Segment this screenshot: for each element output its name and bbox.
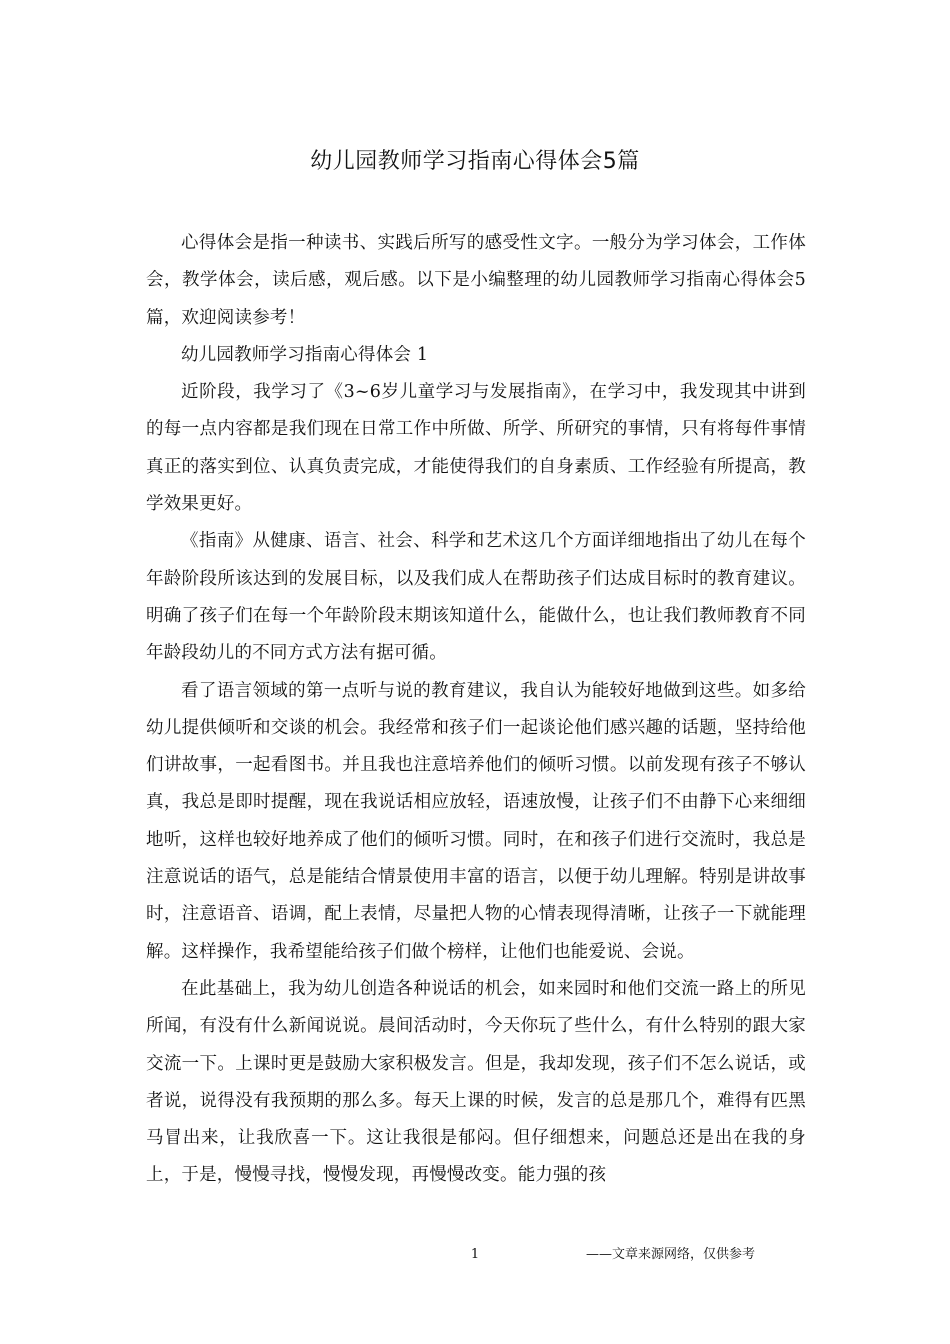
body-paragraph: 看了语言领域的第一点听与说的教育建议，我自认为能较好地做到这些。如多给幼儿提供倾听和交谈的机会。我经常和孩子们一起谈论他们感兴趣的话题，坚持给他们讲故事，一起看图书。并且我也注意培养他们的倾听习惯。以前发现有孩子不够认真，我总是即时提醒，现在我说话相应放轻，语速放慢，让孩子们不由静下心来细细地听，这样也较好地养成了他们的倾听习惯。同时，在和孩子们进行交流时，我总是注意说话的语气，总是能结合情景使用丰富的语言，以便于幼儿理解。特别是讲故事时，注意语音、语调，配上表情，尽量把人物的心情表现得清晰，让孩子一下就能理解。这样操作，我希望能给孩子们做个榜样，让他们也能爱说、会说。	[146, 680, 806, 962]
document-body	[146, 225, 806, 1195]
body-paragraph: 近阶段，我学习了《3~6岁儿童学习与发展指南》，在学习中，我发现其中讲到的每一点内容都是我们现在日常工作中所做、所学、所研究的事情，只有将每件事情真正的落实到位、认真负责完成，才能使得我们的自身素质、工作经验有所提高，教学效果更好。	[146, 382, 806, 515]
page-number: 1	[470, 1247, 480, 1262]
document-title: 幼儿园教师学习指南心得体会5篇	[310, 149, 640, 174]
intro-paragraph: 心得体会是指一种读书、实践后所写的感受性文字。一般分为学习体会，工作体会，教学体会，读后感，观后感。以下是小编整理的幼儿园教师学习指南心得体会5篇，欢迎阅读参考！	[146, 233, 806, 328]
source-note: ——文章来源网络，仅供参考	[586, 1247, 756, 1262]
body-paragraph: 在此基础上，我为幼儿创造各种说话的机会，如来园时和他们交流一路上的所见所闻，有没有什么新闻说说。晨间活动时，今天你玩了些什么，有什么特别的跟大家交流一下。上课时更是鼓励大家积极发言。但是，我却发现，孩子们不怎么说话，或者说，说得没有我预期的那么多。每天上课的时候，发言的总是那几个，难得有匹黑马冒出来，让我欣喜一下。这让我很是郁闷。但仔细想来，问题总还是出在我的身上，于是，慢慢寻找，慢慢发现，再慢慢改变。能力强的孩	[146, 978, 806, 1186]
section-heading: 幼儿园教师学习指南心得体会 1	[181, 344, 429, 365]
body-paragraph: 《指南》从健康、语言、社会、科学和艺术这几个方面详细地指出了幼儿在每个年龄阶段所该达到的发展目标，以及我们成人在帮助孩子们达成目标时的教育建议。明确了孩子们在每一个年龄阶段末期该知道什么，能做什么，也让我们教师教育不同年龄段幼儿的不同方式方法有据可循。	[146, 531, 806, 664]
